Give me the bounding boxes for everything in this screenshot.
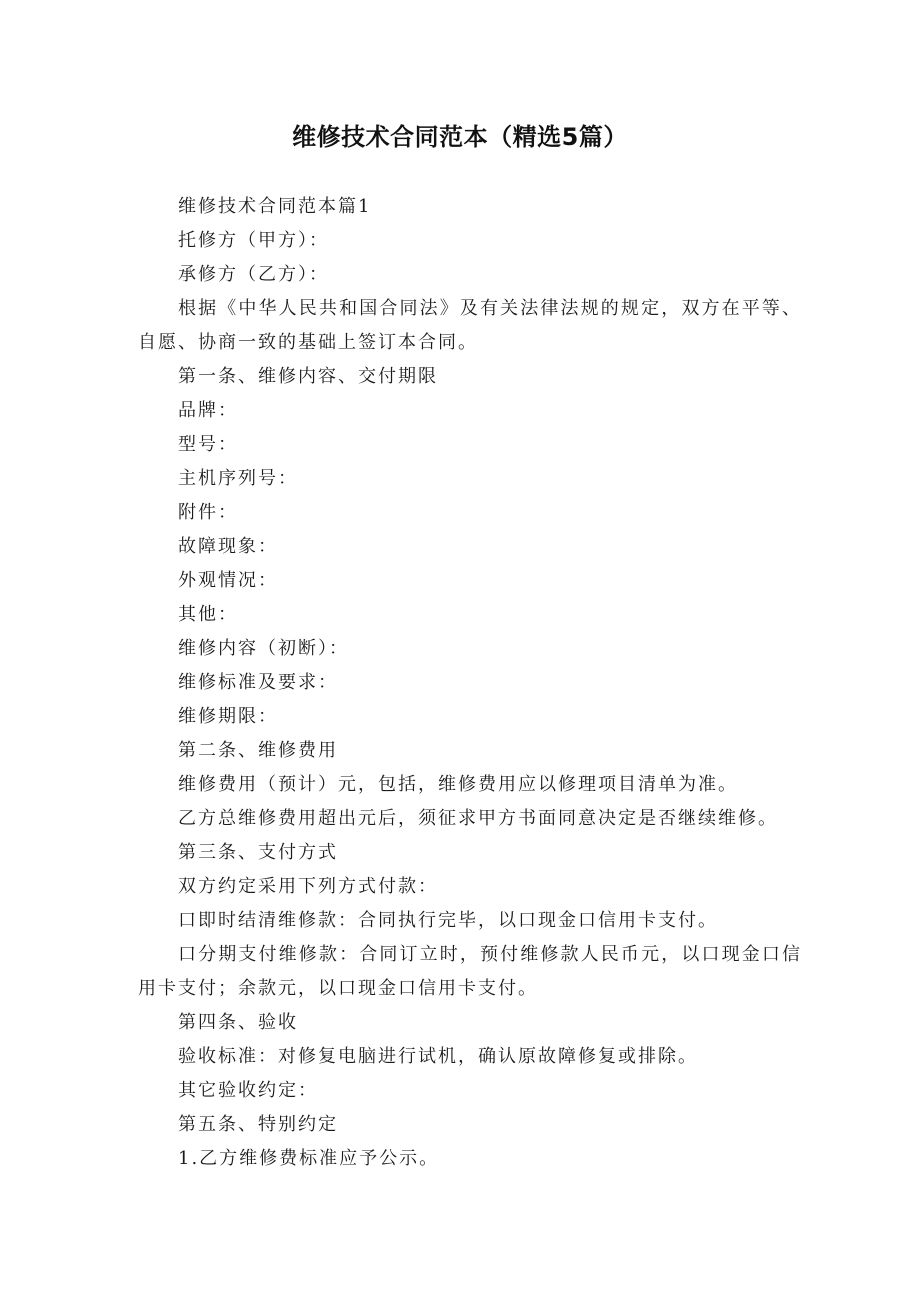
paragraph-appearance: 外观情况： xyxy=(178,570,278,591)
paragraph-other: 其他： xyxy=(178,604,238,625)
paragraph-model: 型号： xyxy=(178,434,238,455)
paragraph-fault: 故障现象： xyxy=(178,536,278,557)
paragraph-payment-method: 双方约定采用下列方式付款： xyxy=(178,876,438,897)
paragraph-repair-period: 维修期限： xyxy=(178,706,278,727)
paragraph-preamble: 根据《中华人民共和国合同法》及有关法律法规的规定，双方在平等、自愿、协商一致的基础上签订本合同。 xyxy=(138,298,802,353)
document-title: 维修技术合同范本（精选5篇） xyxy=(292,123,628,151)
paragraph-payment-immediate: 口即时结清维修款：合同执行完毕，以口现金口信用卡支付。 xyxy=(178,910,718,931)
paragraph-article-5: 第五条、特别约定 xyxy=(178,1114,338,1135)
paragraph-brand: 品牌： xyxy=(178,400,238,421)
paragraph-fee-excess: 乙方总维修费用超出元后，须征求甲方书面同意决定是否继续维修。 xyxy=(178,808,778,829)
paragraph-serial-number: 主机序列号： xyxy=(178,468,298,489)
paragraph-article-1: 第一条、维修内容、交付期限 xyxy=(178,366,438,387)
paragraph-article-3: 第三条、支付方式 xyxy=(178,842,338,863)
paragraph-accessories: 附件： xyxy=(178,502,238,523)
paragraph-section-heading: 维修技术合同范本篇1 xyxy=(178,196,372,217)
paragraph-acceptance-standard: 验收标准：对修复电脑进行试机，确认原故障修复或排除。 xyxy=(178,1046,698,1067)
paragraph-payment-installment: 口分期支付维修款：合同订立时，预付维修款人民币元，以口现金口信用卡支付；余款元，以口现金口信用卡支付。 xyxy=(138,944,802,999)
document-body xyxy=(138,190,802,1176)
paragraph-repair-content: 维修内容（初断）： xyxy=(178,638,349,659)
paragraph-article-4: 第四条、验收 xyxy=(178,1012,298,1033)
paragraph-party-b: 承修方（乙方）： xyxy=(178,264,329,285)
paragraph-special-1: 1.乙方维修费标准应予公示。 xyxy=(178,1148,440,1169)
paragraph-article-2: 第二条、维修费用 xyxy=(178,740,338,761)
paragraph-other-acceptance: 其它验收约定： xyxy=(178,1080,318,1101)
paragraph-repair-standard: 维修标准及要求： xyxy=(178,672,338,693)
paragraph-repair-fee: 维修费用（预计）元，包括，维修费用应以修理项目清单为准。 xyxy=(178,774,738,795)
paragraph-party-a: 托修方（甲方）： xyxy=(178,230,329,251)
